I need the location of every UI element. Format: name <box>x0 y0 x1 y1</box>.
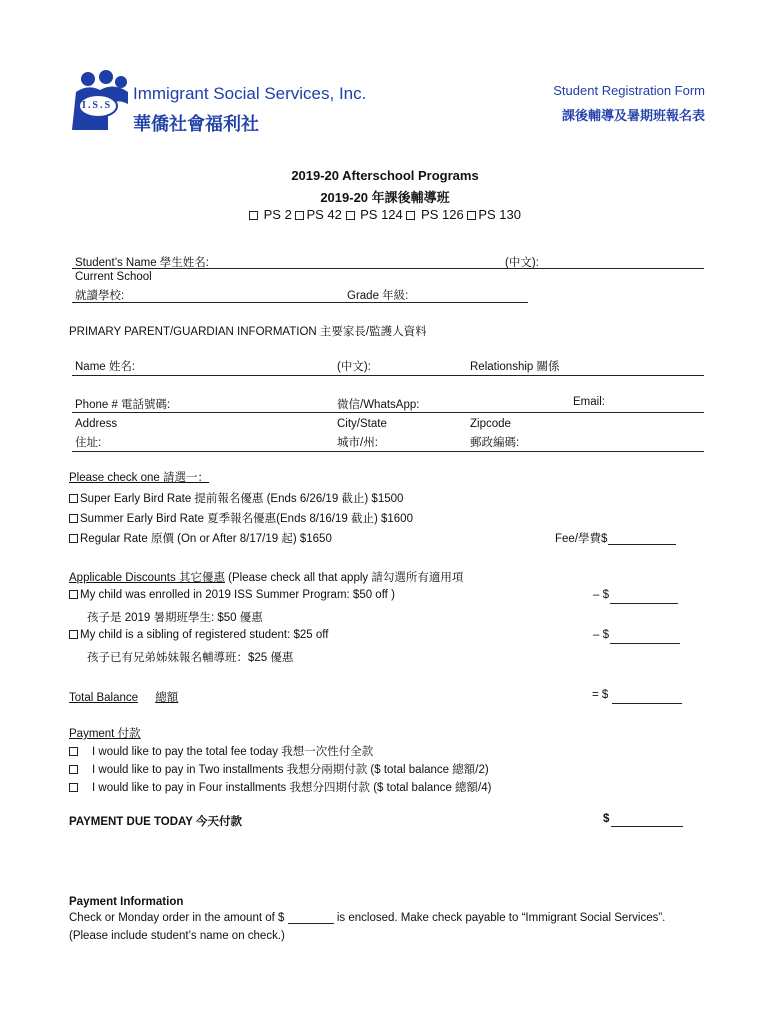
payment-option[interactable]: I would like to pay in Two installments 我想分兩期付款 ($ total balance 總額/2) <box>69 761 489 777</box>
rate-option[interactable]: Regular Rate 原價 (On or After 8/17/19 起) $1650 <box>69 530 332 546</box>
checkbox[interactable] <box>69 747 78 756</box>
city-label-zh: 城市/州: <box>337 437 378 449</box>
discount-amount-field[interactable] <box>610 603 678 604</box>
logo-text: I.S.S <box>82 100 113 111</box>
checkbox[interactable] <box>406 211 415 220</box>
discount-option[interactable]: My child was enrolled in 2019 ISS Summer Program: $50 off ) <box>69 589 395 601</box>
phone-label: Phone # 電話號碼: <box>75 399 171 411</box>
checkbox[interactable] <box>69 783 78 792</box>
zip-label: Zipcode <box>470 418 511 430</box>
school-option[interactable]: PS 42 <box>295 207 341 222</box>
city-label: City/State <box>337 418 387 430</box>
school-checkboxes <box>0 207 770 222</box>
phone-field[interactable] <box>72 412 704 413</box>
discount-amount-field[interactable] <box>610 643 680 644</box>
discounts-heading <box>69 569 463 585</box>
rate-option[interactable]: Super Early Bird Rate 提前報名優惠 (Ends 6/26/19 截止) $1500 <box>69 490 403 506</box>
checkbox[interactable] <box>249 211 258 220</box>
rate-heading: Please check one 請選一： <box>69 472 209 484</box>
address-label: Address <box>75 418 118 430</box>
payment-due-field[interactable] <box>611 826 683 827</box>
payment-info-line1 <box>69 912 665 924</box>
wechat-label: 微信/WhatsApp: <box>337 399 420 411</box>
relationship-label: Relationship 關係 <box>470 361 560 373</box>
checkbox[interactable] <box>346 211 355 220</box>
total-label <box>69 689 178 705</box>
check-amount-text: Check or Monday order in the amount of $ <box>69 912 285 924</box>
school-option[interactable]: PS 124 <box>346 207 403 222</box>
student-name-field[interactable] <box>72 268 704 269</box>
discount-amount-prefix: – $ <box>593 589 609 601</box>
payment-info-heading: Payment Information <box>69 896 184 908</box>
discount-amount-prefix: – $ <box>593 629 609 641</box>
discount-option[interactable]: My child is a sibling of registered student: $25 off <box>69 629 328 641</box>
fee-field[interactable] <box>608 544 676 545</box>
checkbox[interactable] <box>69 534 78 543</box>
rate-option[interactable]: Summer Early Bird Rate 夏季報名優惠(Ends 8/16/19 截止) $1600 <box>69 510 413 526</box>
checkbox[interactable] <box>69 630 78 639</box>
org-name-en: Immigrant Social Services, Inc. <box>133 84 367 103</box>
total-label-zh: 總額 <box>155 692 179 704</box>
school-option[interactable]: PS 130 <box>467 207 521 222</box>
form-title-en: Student Registration Form <box>553 83 705 98</box>
school-label: Current School <box>75 271 152 283</box>
total-label-en: Total Balance <box>69 692 139 704</box>
checkbox[interactable] <box>69 765 78 774</box>
student-chinese-label: (中文): <box>505 257 539 269</box>
grade-label: Grade 年級: <box>347 290 409 302</box>
school-option[interactable]: PS 2 <box>249 207 292 222</box>
check-amount-field[interactable] <box>288 912 334 924</box>
discounts-note: (Please check all that apply 請勾選所有適用項 <box>224 572 464 584</box>
checkbox[interactable] <box>69 494 78 503</box>
payment-option[interactable]: I would like to pay the total fee today 我想一次性付全款 <box>69 743 373 759</box>
program-title-zh: 2019-20 年課後輔導班 <box>320 190 450 205</box>
payment-heading: Payment 付款 <box>69 728 141 740</box>
payment-due-prefix: $ <box>603 813 610 825</box>
payment-option[interactable]: I would like to pay in Four installments 我想分四期付款 ($ total balance 總額/4) <box>69 779 491 795</box>
discount-note-zh: 孩子已有兄弟姊妹報名輔導班：$25 優惠 <box>87 652 294 664</box>
checkbox[interactable] <box>69 590 78 599</box>
zip-label-zh: 郵政編碼: <box>470 437 520 449</box>
email-label: Email: <box>573 396 605 408</box>
total-field[interactable] <box>612 703 682 704</box>
checkbox[interactable] <box>69 514 78 523</box>
iss-logo <box>68 70 130 132</box>
program-title: 2019-20 Afterschool Programs <box>291 168 479 183</box>
checkbox[interactable] <box>295 211 304 220</box>
org-name-zh: 華僑社會福利社 <box>133 114 259 134</box>
parent-heading: PRIMARY PARENT/GUARDIAN INFORMATION 主要家長/監護人資料 <box>69 326 427 338</box>
parent-name-field[interactable] <box>72 375 704 376</box>
student-name-label: Student’s Name 學生姓名: <box>75 257 210 269</box>
discounts-title: Applicable Discounts 其它優惠 <box>69 572 225 584</box>
school-grade-field[interactable] <box>72 302 528 303</box>
fee-label: Fee/學費$ <box>555 533 608 545</box>
total-prefix: = $ <box>592 689 609 701</box>
checkbox[interactable] <box>467 211 476 220</box>
form-title-zh: 課後輔導及暑期班報名表 <box>561 108 705 123</box>
school-option[interactable]: PS 126 <box>406 207 463 222</box>
school-label-zh: 就讀學校: <box>75 290 125 302</box>
parent-name-label: Name 姓名: <box>75 361 136 373</box>
discount-note-zh: 孩子是 2019 暑期班學生: $50 優惠 <box>87 612 263 624</box>
payment-due-label: PAYMENT DUE TODAY 今天付款 <box>69 816 242 828</box>
parent-chinese-label: (中文): <box>337 361 371 373</box>
address-field[interactable] <box>72 451 704 452</box>
address-label-zh: 住址: <box>75 437 102 449</box>
payment-info-line2: (Please include student’s name on check.) <box>69 930 285 942</box>
check-payable-text: is enclosed. Make check payable to “Immigrant Social Services”. <box>336 912 666 924</box>
